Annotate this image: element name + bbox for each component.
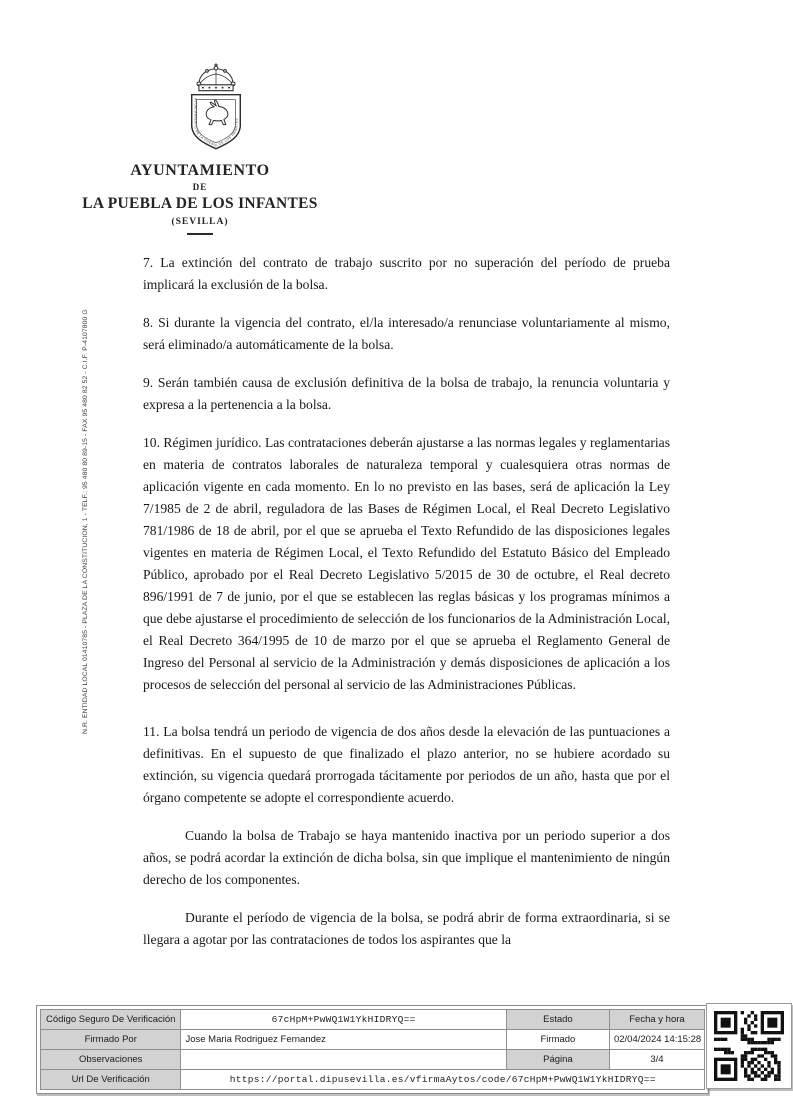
letterhead-divider <box>187 233 213 235</box>
url-label: Url De Verificación <box>41 1070 181 1090</box>
org-name-line1: AYUNTAMIENTO <box>130 162 270 179</box>
paragraph-7: 7. La extinción del contrato de trabajo suscrito por no superación del período de prueba implicará la exclusión de la bolsa. <box>143 255 670 292</box>
qr-code <box>706 1003 792 1089</box>
crown-icon <box>197 63 235 90</box>
document-body <box>143 252 670 967</box>
paragraph-8: 8. Si durante la vigencia del contrato, el/la interesado/a renunciase voluntariamente al mismo, será eliminado/a automáticamente de la bolsa. <box>143 315 670 352</box>
table-row <box>41 1070 705 1090</box>
table-row <box>41 1050 705 1070</box>
signed-by-label: Firmado Por <box>41 1030 181 1050</box>
verification-table <box>40 1009 705 1090</box>
pagina-label: Página <box>506 1050 609 1070</box>
org-name-line2: DE <box>192 182 208 192</box>
pagina-value: 3/4 <box>609 1050 704 1070</box>
paragraph-durante: Durante el período de vigencia de la bolsa, se podrá abrir de forma extraordinaria, si se llegara a agotar por las contrataciones de todos los aspirantes que la <box>143 910 670 947</box>
estado-value: Firmado <box>506 1030 609 1050</box>
letterhead <box>55 62 345 235</box>
observations-value <box>181 1050 506 1070</box>
paragraph-9: 9. Serán también causa de exclusión definitiva de la bolsa de trabajo, la renuncia voluntaria y expresa a la pertenencia a la bolsa. <box>143 375 670 412</box>
signed-by-value: Jose Maria Rodriguez Fernandez <box>181 1030 506 1050</box>
coat-of-arms-logo <box>162 62 270 158</box>
qr-code-image <box>714 1011 784 1081</box>
csv-label: Código Seguro De Verificación <box>41 1010 181 1030</box>
shield-band-text: AYUNTAMIENTO DE LA PUEBLA DE LOS INFANTES <box>193 98 239 148</box>
table-row <box>41 1010 705 1030</box>
paragraph-cuando: Cuando la bolsa de Trabajo se haya mantenido inactiva por un periodo superior a dos años, se podrá acordar la extinción de dicha bolsa, sin que implique el mantenimiento de ningún derecho de los componentes. <box>143 828 670 887</box>
verification-footer <box>36 1005 709 1094</box>
org-province: (SEVILLA) <box>171 217 229 227</box>
fecha-value: 02/04/2024 14:15:28 <box>609 1030 704 1050</box>
fecha-header: Fecha y hora <box>609 1010 704 1030</box>
vertical-registration-text: N.R. ENTIDAD LOCAL 01410785 - PLAZA DE LA CONSTITUCION, 1 - TELF.: 95 480 80 89-15 - FAX 95 480 82 52 - C.I.F. P-4107800 G <box>82 309 89 734</box>
estado-header: Estado <box>506 1010 609 1030</box>
observations-label: Observaciones <box>41 1050 181 1070</box>
paragraph-10: 10. Régimen jurídico. Las contrataciones deberán ajustarse a las normas legales y reglamentarias en materia de contratos laborales de naturaleza temporal y cualesquiera otras normas de aplicación vigente en cada momento. En lo no previsto en las bases, será de aplicación la Ley 7/1985 de 2 de abril, reguladora de las Bases de Régimen Local, el Real Decreto Legislativo 781/1986 de 18 de abril, por el que se aprueba el Texto Refundido de las disposiciones legales vigentes en materia de Régimen Local, el Texto Refundido del Estatuto Básico del Empleado Público, aprobado por el Real Decreto Legislativo 5/2015 de 30 de octubre, el Real decreto 896/1991 de 7 de junio, por el que se establecen las reglas básicas y los programas mínimos a que debe ajustarse el procedimiento de selección de los funcionarios de la Administración Local, el Real Decreto 364/1995 de 10 de marzo por el que se aprueba el Reglamento General de Ingreso del Personal al servicio de la Administración y demás disposiciones de aplicación a los procesos de selección del personal al servicio de las Administraciones Públicas. <box>143 435 670 692</box>
csv-value: 67cHpM+PwWQ1W1YkHIDRYQ== <box>181 1010 506 1030</box>
table-row <box>41 1030 705 1050</box>
url-value: https://portal.dipusevilla.es/vfirmaAytos/code/67cHpM+PwWQ1W1YkHIDRYQ== <box>181 1070 705 1090</box>
paragraph-11: 11. La bolsa tendrá un periodo de vigencia de dos años desde la elevación de las puntuaciones a definitivas. En el supuesto de que finalizado el plazo anterior, no se hubiere acordado su extinción, su vigencia quedará prorrogada tácitamente por periodos de un año, hasta que por el órgano competente se adopte el correspondiente acuerdo. <box>143 724 670 805</box>
org-name-line3: LA PUEBLA DE LOS INFANTES <box>82 195 318 212</box>
